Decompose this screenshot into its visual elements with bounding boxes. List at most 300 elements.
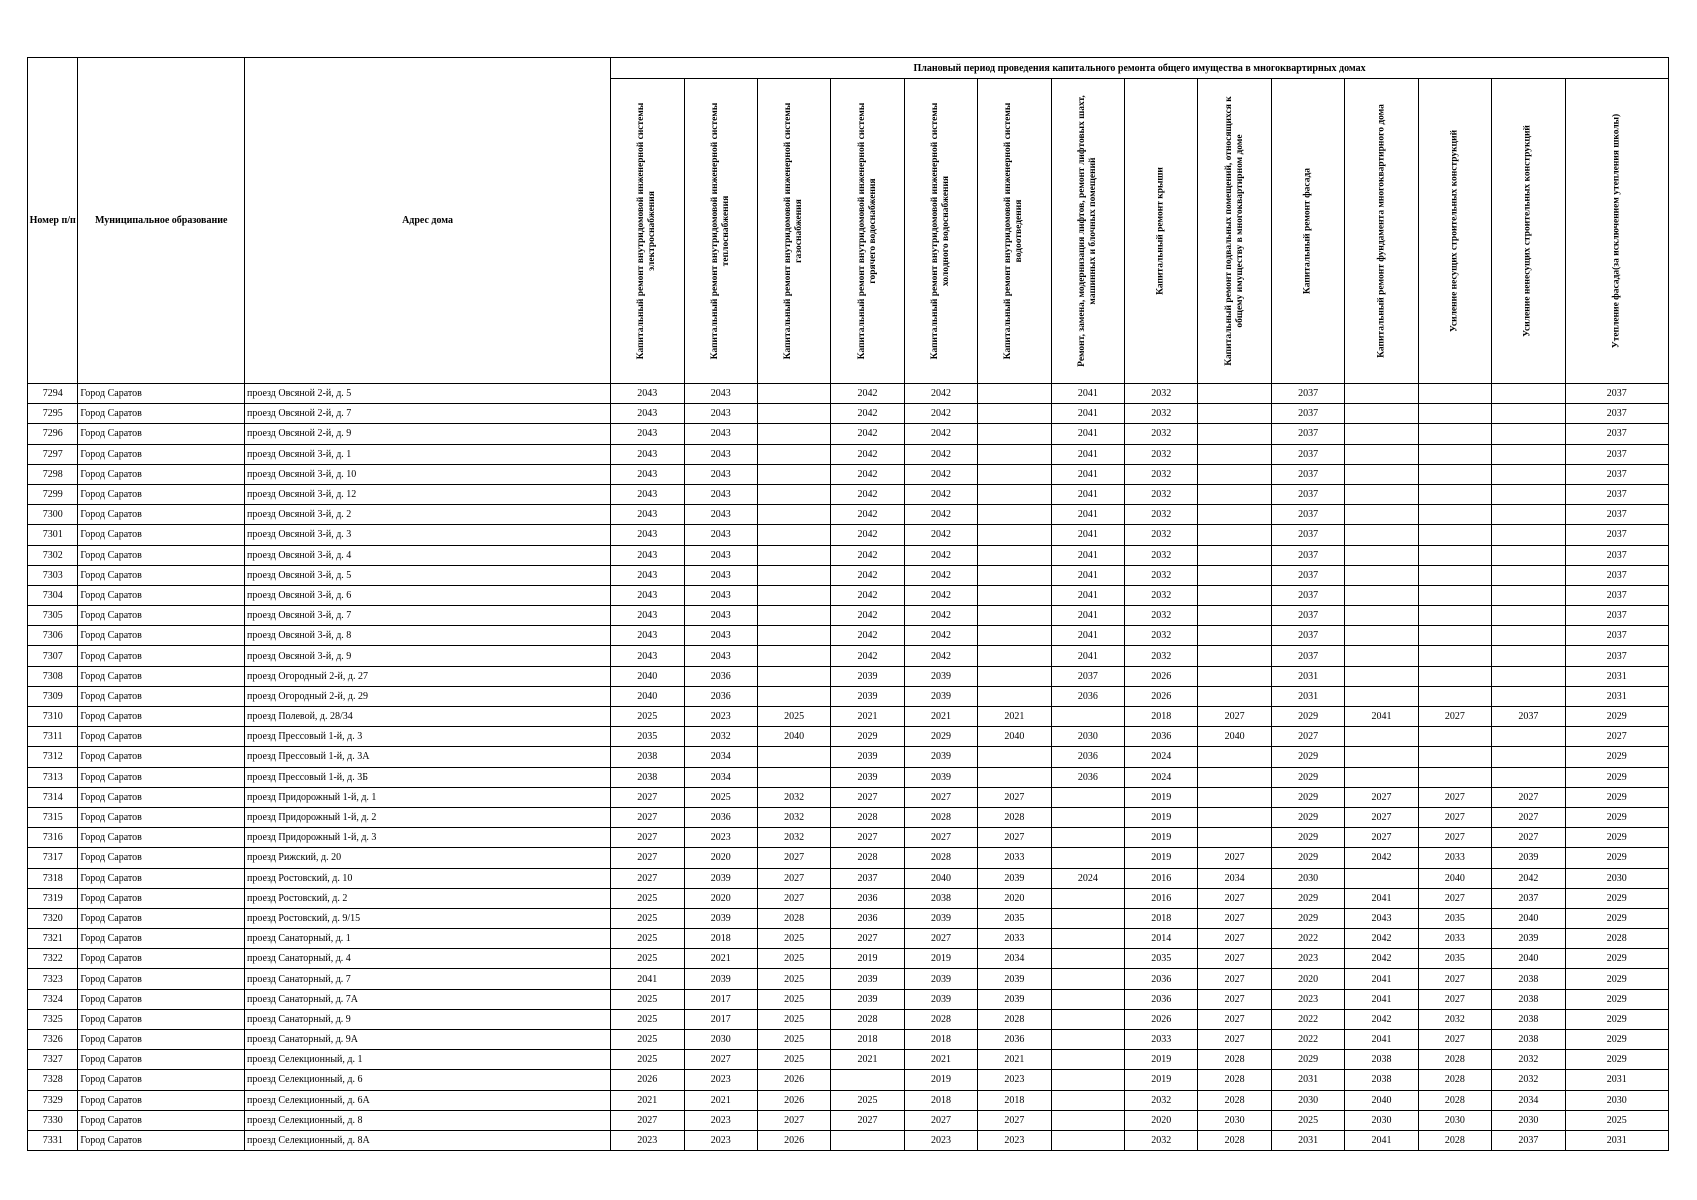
year-cell: 2019 (1125, 1050, 1198, 1070)
year-cell: 2029 (1565, 707, 1668, 727)
year-cell: 2039 (831, 989, 904, 1009)
year-cell: 2037 (1271, 525, 1344, 545)
table-row (28, 606, 1669, 626)
year-cell: 2032 (757, 807, 830, 827)
address-cell: проезд Прессовый 1-й, д. 3 (245, 727, 611, 747)
year-cell: 2043 (611, 525, 684, 545)
year-cell (1418, 626, 1491, 646)
year-cell (1198, 424, 1271, 444)
year-cell: 2041 (1051, 444, 1124, 464)
municipality-cell: Город Саратов (78, 404, 245, 424)
year-cell: 2027 (1198, 1009, 1271, 1029)
year-cell (1051, 787, 1124, 807)
year-cell (978, 464, 1051, 484)
year-cell: 2025 (611, 929, 684, 949)
address-cell: проезд Селекционный, д. 1 (245, 1050, 611, 1070)
municipality-cell: Город Саратов (78, 384, 245, 404)
table-row (28, 707, 1669, 727)
year-cell (978, 626, 1051, 646)
year-cell: 2037 (1271, 626, 1344, 646)
row-number: 7329 (28, 1090, 78, 1110)
year-cell: 2041 (1345, 969, 1418, 989)
year-cell: 2040 (1418, 868, 1491, 888)
year-cell: 2037 (1565, 565, 1668, 585)
year-cell (1345, 484, 1418, 504)
year-cell: 2014 (1125, 929, 1198, 949)
year-cell: 2027 (611, 1110, 684, 1130)
year-cell (1418, 646, 1491, 666)
year-cell: 2029 (1271, 848, 1344, 868)
year-cell: 2028 (1418, 1090, 1491, 1110)
year-cell (1198, 686, 1271, 706)
year-cell: 2039 (831, 666, 904, 686)
address-cell: проезд Прессовый 1-й, д. 3Б (245, 767, 611, 787)
row-number: 7297 (28, 444, 78, 464)
row-number: 7319 (28, 888, 78, 908)
year-cell (1198, 545, 1271, 565)
year-cell (1051, 969, 1124, 989)
year-cell (1492, 424, 1565, 444)
year-cell: 2043 (684, 525, 757, 545)
year-cell (1198, 384, 1271, 404)
year-cell: 2030 (1271, 1090, 1344, 1110)
year-cell: 2036 (684, 807, 757, 827)
year-cell: 2041 (611, 969, 684, 989)
header-period: Плановый период проведения капитального ремонта общего имущества в многоквартирных домах (611, 58, 1669, 79)
address-cell: проезд Овсяной 3-й, д. 10 (245, 464, 611, 484)
year-cell: 2019 (1125, 828, 1198, 848)
year-cell (1051, 707, 1124, 727)
address-cell: проезд Санаторный, д. 7 (245, 969, 611, 989)
year-cell (1418, 505, 1491, 525)
year-cell: 2040 (757, 727, 830, 747)
year-cell: 2027 (1198, 969, 1271, 989)
year-cell: 2019 (904, 1070, 977, 1090)
year-cell: 2043 (684, 585, 757, 605)
row-number: 7301 (28, 525, 78, 545)
year-cell: 2032 (1492, 1070, 1565, 1090)
table-row (28, 868, 1669, 888)
year-cell (1492, 626, 1565, 646)
municipality-cell: Город Саратов (78, 949, 245, 969)
table-row (28, 384, 1669, 404)
year-cell: 2024 (1125, 767, 1198, 787)
year-cell: 2042 (1492, 868, 1565, 888)
municipality-cell: Город Саратов (78, 787, 245, 807)
year-cell: 2029 (1565, 888, 1668, 908)
year-cell: 2028 (904, 807, 977, 827)
year-cell: 2043 (684, 484, 757, 504)
address-cell: проезд Овсяной 3-й, д. 12 (245, 484, 611, 504)
year-cell: 2025 (757, 1009, 830, 1029)
year-cell: 2018 (978, 1090, 1051, 1110)
address-cell: проезд Ростовский, д. 9/15 (245, 908, 611, 928)
year-cell: 2042 (904, 626, 977, 646)
year-cell: 2029 (1271, 787, 1344, 807)
year-cell (1051, 1110, 1124, 1130)
row-number: 7318 (28, 868, 78, 888)
year-cell: 2021 (831, 707, 904, 727)
year-cell (1051, 1130, 1124, 1150)
municipality-cell: Город Саратов (78, 646, 245, 666)
row-number: 7304 (28, 585, 78, 605)
year-cell: 2027 (1418, 1030, 1491, 1050)
year-cell: 2039 (904, 666, 977, 686)
year-cell: 2027 (1271, 727, 1344, 747)
year-cell: 2043 (611, 606, 684, 626)
year-cell (757, 747, 830, 767)
year-cell (1492, 565, 1565, 585)
address-cell: проезд Огородный 2-й, д. 29 (245, 686, 611, 706)
year-cell: 2027 (611, 787, 684, 807)
year-cell (757, 545, 830, 565)
header-work-type-label: Капитальный ремонт внутридомовой инженерной системы холодного водоснабжения (929, 102, 951, 360)
year-cell: 2027 (904, 929, 977, 949)
year-cell (978, 424, 1051, 444)
municipality-cell: Город Саратов (78, 767, 245, 787)
year-cell: 2027 (1418, 707, 1491, 727)
year-cell: 2037 (1565, 464, 1668, 484)
year-cell: 2023 (1271, 949, 1344, 969)
row-number: 7316 (28, 828, 78, 848)
year-cell: 2037 (1271, 646, 1344, 666)
year-cell: 2039 (978, 868, 1051, 888)
year-cell (978, 545, 1051, 565)
year-cell: 2038 (904, 888, 977, 908)
year-cell: 2042 (1345, 929, 1418, 949)
year-cell: 2042 (831, 484, 904, 504)
year-cell: 2042 (904, 424, 977, 444)
row-number: 7305 (28, 606, 78, 626)
row-number: 7298 (28, 464, 78, 484)
year-cell: 2027 (978, 828, 1051, 848)
table-row (28, 787, 1669, 807)
row-number: 7331 (28, 1130, 78, 1150)
year-cell: 2042 (831, 384, 904, 404)
year-cell: 2039 (1492, 929, 1565, 949)
year-cell: 2028 (1198, 1070, 1271, 1090)
header-work-type-label: Утепление фасада(за исключением утепления школы) (1611, 113, 1622, 349)
year-cell (1198, 828, 1271, 848)
year-cell (1051, 949, 1124, 969)
year-cell: 2041 (1051, 505, 1124, 525)
table-row (28, 1110, 1669, 1130)
municipality-cell: Город Саратов (78, 606, 245, 626)
table-row (28, 888, 1669, 908)
year-cell: 2040 (904, 868, 977, 888)
year-cell: 2029 (1271, 767, 1344, 787)
year-cell: 2031 (1271, 686, 1344, 706)
year-cell: 2042 (831, 404, 904, 424)
year-cell (1051, 888, 1124, 908)
year-cell (1345, 686, 1418, 706)
year-cell: 2027 (1198, 949, 1271, 969)
header-work-type (1051, 79, 1124, 384)
year-cell: 2043 (684, 444, 757, 464)
year-cell (757, 384, 830, 404)
year-cell (1492, 727, 1565, 747)
row-number: 7308 (28, 666, 78, 686)
table-row (28, 1130, 1669, 1150)
municipality-cell: Город Саратов (78, 525, 245, 545)
year-cell (1198, 444, 1271, 464)
year-cell (978, 767, 1051, 787)
year-cell: 2037 (1271, 484, 1344, 504)
year-cell (1051, 828, 1124, 848)
year-cell: 2016 (1125, 888, 1198, 908)
year-cell: 2023 (978, 1070, 1051, 1090)
year-cell: 2021 (978, 1050, 1051, 1070)
year-cell (1492, 646, 1565, 666)
year-cell: 2029 (1271, 747, 1344, 767)
year-cell: 2042 (831, 424, 904, 444)
year-cell: 2039 (904, 767, 977, 787)
year-cell: 2037 (1271, 545, 1344, 565)
year-cell (1345, 384, 1418, 404)
year-cell: 2019 (1125, 787, 1198, 807)
table-row (28, 646, 1669, 666)
year-cell: 2027 (1345, 787, 1418, 807)
year-cell: 2018 (904, 1090, 977, 1110)
row-number: 7328 (28, 1070, 78, 1090)
year-cell (1492, 484, 1565, 504)
year-cell: 2028 (1418, 1070, 1491, 1090)
year-cell: 2037 (1271, 505, 1344, 525)
year-cell: 2029 (1271, 807, 1344, 827)
year-cell: 2043 (684, 505, 757, 525)
municipality-cell: Город Саратов (78, 565, 245, 585)
year-cell: 2028 (757, 908, 830, 928)
year-cell (1198, 767, 1271, 787)
year-cell: 2018 (684, 929, 757, 949)
year-cell: 2027 (1198, 929, 1271, 949)
table-row (28, 807, 1669, 827)
year-cell: 2031 (1271, 1130, 1344, 1150)
year-cell: 2023 (684, 1070, 757, 1090)
table-row (28, 484, 1669, 504)
header-row-top (28, 58, 1669, 79)
year-cell: 2028 (1198, 1090, 1271, 1110)
year-cell: 2041 (1051, 464, 1124, 484)
year-cell: 2027 (1565, 727, 1668, 747)
year-cell (1198, 464, 1271, 484)
header-num: Номер п/п (28, 58, 78, 384)
municipality-cell: Город Саратов (78, 505, 245, 525)
table-row (28, 525, 1669, 545)
year-cell: 2037 (1565, 646, 1668, 666)
municipality-cell: Город Саратов (78, 444, 245, 464)
address-cell: проезд Ростовский, д. 10 (245, 868, 611, 888)
year-cell (1345, 646, 1418, 666)
year-cell (1492, 606, 1565, 626)
capital-repair-table (27, 57, 1669, 1151)
row-number: 7306 (28, 626, 78, 646)
address-cell: проезд Овсяной 3-й, д. 1 (245, 444, 611, 464)
year-cell: 2042 (831, 626, 904, 646)
year-cell: 2043 (611, 424, 684, 444)
year-cell: 2037 (1271, 404, 1344, 424)
year-cell: 2043 (611, 585, 684, 605)
header-work-type-label: Усиление ненесущих строительных конструкций (1522, 125, 1533, 337)
year-cell: 2029 (1565, 949, 1668, 969)
year-cell: 2033 (978, 848, 1051, 868)
year-cell: 2027 (831, 1110, 904, 1130)
year-cell (1051, 1030, 1124, 1050)
year-cell: 2027 (611, 828, 684, 848)
year-cell: 2029 (1565, 807, 1668, 827)
year-cell (1345, 727, 1418, 747)
year-cell (1492, 767, 1565, 787)
table-row (28, 1090, 1669, 1110)
year-cell: 2037 (1271, 384, 1344, 404)
year-cell (1198, 787, 1271, 807)
row-number: 7309 (28, 686, 78, 706)
year-cell: 2024 (1125, 747, 1198, 767)
year-cell (1051, 908, 1124, 928)
table-row (28, 585, 1669, 605)
year-cell: 2038 (1492, 1030, 1565, 1050)
year-cell: 2033 (1418, 848, 1491, 868)
row-number: 7325 (28, 1009, 78, 1029)
year-cell: 2037 (1565, 424, 1668, 444)
header-work-type (1492, 79, 1565, 384)
year-cell: 2027 (757, 888, 830, 908)
year-cell (978, 505, 1051, 525)
municipality-cell: Город Саратов (78, 1070, 245, 1090)
header-work-type (1418, 79, 1491, 384)
year-cell (757, 565, 830, 585)
year-cell: 2043 (611, 384, 684, 404)
year-cell: 2029 (1271, 908, 1344, 928)
year-cell (1198, 626, 1271, 646)
row-number: 7321 (28, 929, 78, 949)
year-cell: 2029 (1565, 989, 1668, 1009)
table-row (28, 545, 1669, 565)
table-row (28, 949, 1669, 969)
municipality-cell: Город Саратов (78, 424, 245, 444)
year-cell (1418, 606, 1491, 626)
year-cell: 2027 (1198, 1030, 1271, 1050)
header-work-type-label: Капитальный ремонт внутридомовой инженерной системы электроснабжения (636, 102, 658, 360)
row-number: 7320 (28, 908, 78, 928)
header-address: Адрес дома (245, 58, 611, 384)
year-cell (1418, 767, 1491, 787)
year-cell: 2042 (831, 565, 904, 585)
year-cell: 2023 (904, 1130, 977, 1150)
municipality-cell: Город Саратов (78, 888, 245, 908)
year-cell: 2027 (757, 868, 830, 888)
year-cell: 2037 (1565, 626, 1668, 646)
year-cell: 2031 (1565, 1070, 1668, 1090)
year-cell: 2021 (904, 1050, 977, 1070)
year-cell: 2030 (1198, 1110, 1271, 1130)
year-cell: 2027 (1418, 787, 1491, 807)
address-cell: проезд Санаторный, д. 9 (245, 1009, 611, 1029)
year-cell: 2039 (904, 989, 977, 1009)
year-cell (1492, 464, 1565, 484)
table-row (28, 727, 1669, 747)
year-cell: 2027 (1418, 807, 1491, 827)
year-cell: 2043 (684, 545, 757, 565)
year-cell: 2019 (1125, 807, 1198, 827)
year-cell: 2032 (1125, 1130, 1198, 1150)
year-cell (1492, 585, 1565, 605)
year-cell (1051, 989, 1124, 1009)
year-cell: 2042 (831, 545, 904, 565)
year-cell: 2041 (1345, 989, 1418, 1009)
row-number: 7295 (28, 404, 78, 424)
year-cell: 2041 (1051, 424, 1124, 444)
year-cell (1345, 424, 1418, 444)
year-cell (1418, 545, 1491, 565)
year-cell: 2020 (978, 888, 1051, 908)
year-cell: 2027 (1492, 828, 1565, 848)
year-cell: 2030 (1565, 868, 1668, 888)
year-cell (978, 565, 1051, 585)
year-cell (757, 666, 830, 686)
year-cell: 2021 (904, 707, 977, 727)
year-cell: 2035 (1418, 949, 1491, 969)
year-cell: 2035 (611, 727, 684, 747)
year-cell: 2041 (1051, 585, 1124, 605)
address-cell: проезд Санаторный, д. 4 (245, 949, 611, 969)
year-cell (1345, 464, 1418, 484)
year-cell: 2043 (611, 626, 684, 646)
year-cell: 2031 (1271, 666, 1344, 686)
row-number: 7323 (28, 969, 78, 989)
municipality-cell: Город Саратов (78, 1009, 245, 1029)
address-cell: проезд Овсяной 3-й, д. 3 (245, 525, 611, 545)
table-row (28, 666, 1669, 686)
address-cell: проезд Санаторный, д. 1 (245, 929, 611, 949)
year-cell (757, 484, 830, 504)
header-work-type-label: Капитальный ремонт подвальных помещений, относящихся к общему имуществу в многоквартирном доме (1223, 96, 1245, 366)
municipality-cell: Город Саратов (78, 848, 245, 868)
year-cell: 2042 (831, 585, 904, 605)
year-cell: 2039 (831, 686, 904, 706)
year-cell: 2037 (1565, 606, 1668, 626)
year-cell: 2029 (1565, 1009, 1668, 1029)
year-cell (1418, 444, 1491, 464)
year-cell (1418, 404, 1491, 424)
year-cell: 2027 (831, 828, 904, 848)
year-cell: 2032 (1125, 646, 1198, 666)
year-cell: 2028 (978, 807, 1051, 827)
year-cell: 2041 (1051, 484, 1124, 504)
table-row (28, 686, 1669, 706)
year-cell: 2032 (1125, 606, 1198, 626)
year-cell (831, 1070, 904, 1090)
year-cell: 2041 (1051, 525, 1124, 545)
table-row (28, 828, 1669, 848)
year-cell: 2025 (757, 1050, 830, 1070)
address-cell: проезд Ростовский, д. 2 (245, 888, 611, 908)
municipality-cell: Город Саратов (78, 686, 245, 706)
year-cell: 2038 (611, 767, 684, 787)
year-cell: 2032 (1125, 1090, 1198, 1110)
year-cell: 2036 (1125, 989, 1198, 1009)
municipality-cell: Город Саратов (78, 545, 245, 565)
address-cell: проезд Овсяной 2-й, д. 9 (245, 424, 611, 444)
year-cell (978, 525, 1051, 545)
year-cell: 2032 (1125, 404, 1198, 424)
year-cell: 2026 (1125, 666, 1198, 686)
address-cell: проезд Овсяной 3-й, д. 8 (245, 626, 611, 646)
year-cell: 2030 (1271, 868, 1344, 888)
address-cell: проезд Селекционный, д. 6А (245, 1090, 611, 1110)
year-cell (1345, 747, 1418, 767)
year-cell (1492, 686, 1565, 706)
